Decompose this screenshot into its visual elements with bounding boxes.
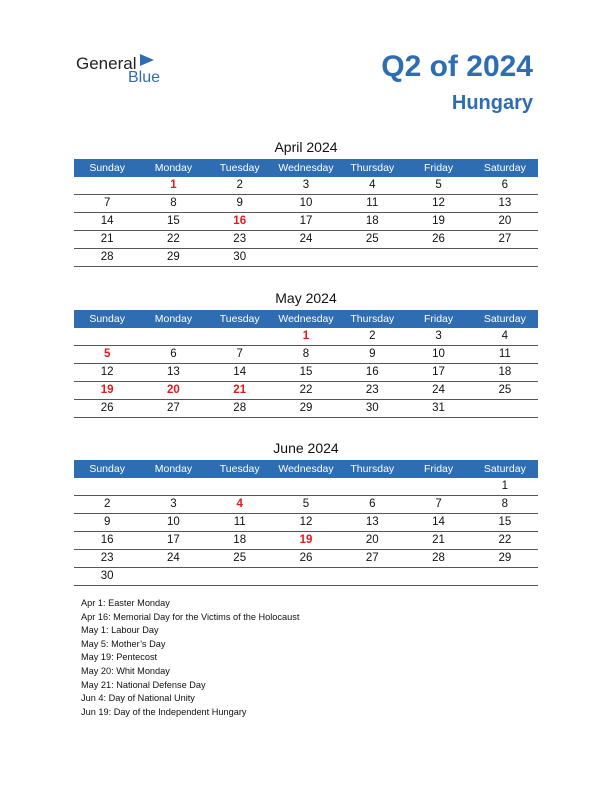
holiday-date-cell: 20 (167, 384, 180, 396)
week-row (74, 478, 538, 496)
date-cell: 29 (299, 402, 313, 414)
holiday-item: May 5: Mother’s Day (81, 638, 166, 649)
date-cell: 2 (369, 330, 376, 342)
weekday-label: Tuesday (219, 313, 260, 325)
date-cell: 27 (365, 552, 379, 564)
date-cell (140, 478, 206, 495)
date-cell: 28 (432, 552, 445, 564)
date-cell: 13 (365, 516, 379, 528)
date-cell: 26 (100, 402, 114, 414)
weekday-label: Monday (154, 313, 193, 325)
week-row (74, 514, 538, 532)
weekday-label: Tuesday (219, 463, 260, 475)
date-cell: 25 (233, 552, 247, 564)
logo (76, 52, 176, 88)
week-row (74, 382, 538, 400)
weekday-header (74, 159, 538, 177)
date-cell: 22 (167, 233, 180, 245)
month-title: May 2024 (275, 290, 337, 306)
date-cell: 21 (100, 233, 114, 245)
date-cell: 12 (432, 197, 445, 209)
date-cell: 18 (233, 534, 247, 546)
date-cell: 2 (103, 498, 111, 510)
date-cell: 16 (100, 534, 114, 546)
date-cell: 13 (167, 366, 180, 378)
date-cell: 9 (236, 197, 243, 209)
weekday-label: Monday (154, 162, 193, 174)
date-cell (339, 249, 405, 266)
date-cell: 8 (501, 498, 509, 510)
date-cell (74, 478, 140, 495)
date-cell: 29 (167, 251, 180, 263)
weekday-label: Tuesday (219, 162, 260, 174)
date-cell (405, 568, 471, 585)
date-cell: 18 (498, 366, 512, 378)
date-cell: 3 (302, 179, 310, 191)
date-cell: 3 (435, 330, 442, 342)
week-row (74, 550, 538, 568)
date-cell: 19 (432, 215, 445, 227)
date-cell: 4 (501, 330, 509, 342)
date-cell (140, 328, 206, 345)
weekday-label: Saturday (483, 162, 526, 174)
week-row (74, 328, 538, 346)
weekday-label: Friday (423, 162, 454, 174)
date-cell: 30 (100, 570, 114, 582)
date-cell: 14 (100, 215, 114, 227)
date-cell: 16 (365, 366, 379, 378)
date-cell: 7 (236, 348, 243, 360)
date-cell: 26 (432, 233, 445, 245)
weekday-label: Wednesday (278, 313, 334, 325)
date-cell: 28 (233, 402, 247, 414)
week-row (74, 249, 538, 267)
date-cell: 11 (233, 516, 246, 528)
holiday-item: Jun 19: Day of the Independent Hungary (81, 706, 247, 717)
date-cell: 28 (100, 251, 114, 263)
holiday-item: May 21: National Defense Day (81, 679, 206, 690)
month-calendar-april (74, 136, 538, 267)
date-cell: 8 (302, 348, 310, 360)
date-cell: 7 (103, 197, 111, 209)
week-row (74, 231, 538, 249)
date-cell: 17 (432, 366, 445, 378)
date-cell: 23 (100, 552, 114, 564)
week-row (74, 346, 538, 364)
date-cell: 5 (435, 179, 442, 191)
month-calendar-june (74, 437, 538, 586)
date-cell: 22 (498, 534, 512, 546)
date-cell: 4 (369, 179, 376, 191)
holiday-date-cell: 1 (170, 179, 177, 191)
date-cell: 17 (299, 215, 313, 227)
date-cell: 24 (167, 552, 180, 564)
date-cell: 9 (103, 516, 111, 528)
weekday-label: Sunday (89, 463, 125, 475)
date-cell: 23 (365, 384, 379, 396)
weekday-label: Wednesday (278, 463, 334, 475)
holiday-item: May 20: Whit Monday (81, 665, 170, 676)
date-cell: 2 (236, 179, 243, 191)
date-cell: 21 (432, 534, 445, 546)
logo-flag-icon (140, 54, 154, 66)
date-cell: 25 (498, 384, 512, 396)
holiday-date-cell: 19 (100, 384, 114, 396)
holiday-date-cell: 1 (302, 330, 310, 342)
date-cell: 15 (167, 215, 180, 227)
date-cell (207, 568, 273, 585)
week-row (74, 364, 538, 382)
weekday-header (74, 310, 538, 328)
date-cell: 26 (299, 552, 313, 564)
date-cell: 24 (432, 384, 445, 396)
country-name: Hungary (451, 92, 533, 114)
holiday-item: May 19: Pentecost (81, 652, 158, 663)
month-calendar-may (74, 287, 538, 418)
weekday-label: Friday (423, 313, 454, 325)
date-cell: 11 (366, 197, 379, 209)
date-cell: 15 (498, 516, 512, 528)
date-cell (273, 249, 339, 266)
holiday-date-cell: 5 (103, 348, 111, 360)
logo-general-text: General (76, 54, 137, 73)
week-row (74, 496, 538, 514)
date-cell (472, 400, 538, 417)
date-cell: 10 (432, 348, 445, 360)
week-row (74, 177, 538, 195)
date-cell: 27 (167, 402, 180, 414)
date-cell: 25 (365, 233, 379, 245)
date-cell: 14 (432, 516, 445, 528)
holiday-list (81, 597, 481, 719)
weekday-label: Wednesday (278, 162, 334, 174)
holiday-date-cell: 16 (233, 215, 247, 227)
week-row (74, 400, 538, 418)
date-cell: 12 (100, 366, 114, 378)
date-cell (472, 249, 538, 266)
holiday-item: May 1: Labour Day (81, 625, 159, 636)
date-cell: 5 (302, 498, 310, 510)
date-cell: 22 (299, 384, 313, 396)
date-cell: 8 (170, 197, 177, 209)
date-cell: 15 (299, 366, 313, 378)
date-cell: 10 (167, 516, 180, 528)
date-cell: 20 (498, 215, 512, 227)
weekday-label: Sunday (89, 162, 125, 174)
logo-blue-text: Blue (128, 69, 161, 86)
date-cell (273, 478, 339, 495)
date-cell: 6 (369, 498, 376, 510)
week-row (74, 568, 538, 586)
weekday-label: Saturday (483, 313, 526, 325)
week-row (74, 195, 538, 213)
holiday-item: Jun 4: Day of National Unity (81, 693, 195, 704)
date-cell: 13 (498, 197, 512, 209)
date-cell (207, 478, 273, 495)
date-cell: 31 (432, 402, 445, 414)
month-title: April 2024 (274, 139, 338, 155)
weekday-label: Sunday (89, 313, 125, 325)
holiday-item: Apr 16: Memorial Day for the Victims of the Holocaust (81, 611, 300, 622)
date-cell: 20 (365, 534, 379, 546)
date-cell (140, 568, 206, 585)
date-cell (74, 177, 140, 194)
date-cell: 10 (299, 197, 313, 209)
date-cell: 30 (233, 251, 247, 263)
date-cell (339, 478, 405, 495)
date-cell: 3 (170, 498, 177, 510)
date-cell (405, 478, 471, 495)
date-cell: 24 (299, 233, 313, 245)
date-cell (339, 568, 405, 585)
date-cell (273, 568, 339, 585)
date-cell: 7 (435, 498, 442, 510)
date-cell: 18 (365, 215, 379, 227)
date-cell: 9 (369, 348, 376, 360)
date-cell: 11 (498, 348, 511, 360)
date-cell (405, 249, 471, 266)
weekday-label: Thursday (350, 313, 395, 325)
date-cell: 23 (233, 233, 247, 245)
date-cell: 6 (501, 179, 509, 191)
date-cell (472, 568, 538, 585)
weekday-header (74, 460, 538, 478)
date-cell: 27 (498, 233, 512, 245)
date-cell: 12 (299, 516, 313, 528)
holiday-date-cell: 21 (233, 384, 247, 396)
date-cell: 1 (501, 480, 509, 492)
page-title: Q2 of 2024 (381, 50, 533, 83)
date-cell: 30 (365, 402, 379, 414)
week-row (74, 532, 538, 550)
holiday-date-cell: 4 (236, 498, 243, 510)
weekday-label: Thursday (350, 463, 395, 475)
weekday-label: Thursday (350, 162, 395, 174)
weekday-label: Saturday (483, 463, 526, 475)
month-title: June 2024 (273, 440, 339, 456)
date-cell (207, 328, 273, 345)
weekday-label: Monday (154, 463, 193, 475)
weekday-label: Friday (423, 463, 454, 475)
holiday-item: Apr 1: Easter Monday (81, 598, 170, 608)
date-cell (74, 328, 140, 345)
date-cell: 17 (167, 534, 180, 546)
holiday-date-cell: 19 (299, 534, 313, 546)
date-cell: 6 (170, 348, 177, 360)
date-cell: 29 (498, 552, 512, 564)
date-cell: 14 (233, 366, 247, 378)
week-row (74, 213, 538, 231)
